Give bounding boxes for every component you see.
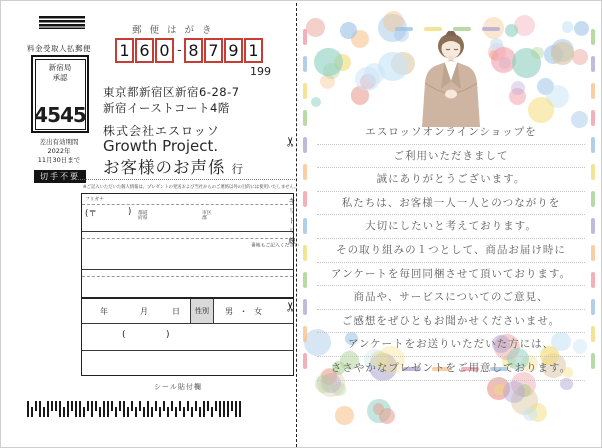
colored-dash: [591, 353, 595, 369]
barcode-bar: [219, 401, 221, 417]
barcode-bar: [223, 401, 225, 417]
watercolor-blob: [378, 52, 407, 81]
thank-you-panel: [299, 1, 602, 448]
barcode-bar: [55, 401, 57, 411]
colored-dash: [591, 110, 595, 126]
postcard-type-label: 郵便はがき: [132, 25, 220, 36]
barcode-bar: [99, 407, 101, 417]
recipient-honorific: 行: [231, 162, 244, 176]
address-write-line: [82, 238, 293, 239]
validity-year: 2022年: [47, 147, 71, 155]
colored-dash: [591, 83, 595, 99]
barcode-bar: [43, 407, 45, 417]
message-line: ご感想をぜひともお聞かせくださいませ。: [317, 310, 585, 334]
year-label: 年: [100, 307, 108, 316]
barcode-bar: [171, 401, 173, 411]
colored-dash: [482, 27, 500, 31]
barcode-bar: [91, 401, 93, 417]
name-write-line: [82, 276, 293, 277]
watercolor-blob: [531, 47, 544, 60]
project-name: Growth Project.: [103, 137, 219, 155]
barcode-bar: [119, 401, 121, 411]
day-label: 日: [172, 307, 180, 316]
zip-open: (〒: [85, 209, 97, 219]
barcode-bar: [199, 407, 201, 417]
watercolor-blob: [562, 21, 573, 32]
recipient-name: お客様のお声係: [103, 158, 226, 177]
cut-line-label: キリトリ線: [288, 197, 296, 247]
scissors-icon: ✂: [283, 301, 299, 312]
prefecture-hint: 都道 府県: [138, 210, 148, 221]
colored-dash: [303, 164, 307, 180]
phone-paren-close: ): [166, 330, 170, 340]
barcode-bar: [183, 407, 185, 417]
gender-options: 男 ・ 女: [225, 307, 265, 316]
barcode-bar: [51, 401, 53, 411]
colored-dash: [303, 245, 307, 261]
barcode-bar: [159, 407, 161, 417]
message-line: ささやかなプレゼントをご用意しております。: [317, 357, 585, 381]
barcode-bar: [27, 401, 29, 417]
colored-dash: [303, 83, 307, 99]
colored-dash: [591, 245, 595, 261]
message-line: アンケートをお送りいただいた方には、: [317, 333, 585, 357]
thank-you-message: [317, 121, 585, 381]
watercolor-blob: [574, 21, 589, 36]
watercolor-blob: [505, 24, 518, 37]
message-line: エスロッソオンラインショップを: [317, 121, 585, 145]
barcode-bar: [179, 401, 181, 411]
barcode-bar: [207, 401, 209, 411]
privacy-note: ※ご記入いただいた個人情報は、プレゼントの発送および当社からのご連絡以外の目的には使用いたしません。: [83, 184, 299, 190]
colored-dash: [591, 272, 595, 288]
colored-dash: [424, 27, 442, 31]
watercolor-blob: [311, 97, 321, 107]
barcode-bar: [187, 401, 189, 411]
watercolor-blob: [373, 403, 385, 415]
postal-code-digit-box: 6: [135, 38, 154, 63]
postal-code-digit-box: 1: [115, 38, 134, 63]
form-row-address-detail: [82, 231, 299, 269]
barcode-bar: [143, 407, 145, 417]
form-row-phone: [82, 323, 293, 350]
postal-code-digit-box: 0: [155, 38, 174, 63]
message-line: ご利用いただきまして: [317, 145, 585, 169]
barcode-bar: [67, 401, 69, 417]
postal-customer-barcode: [27, 401, 259, 417]
postal-code-digit-box: 8: [184, 38, 203, 63]
barcode-bar: [231, 401, 233, 411]
watercolor-blob: [355, 67, 379, 91]
colored-dash: [591, 56, 595, 72]
bowing-woman-illustration: [411, 31, 491, 127]
colored-dash: [303, 191, 307, 207]
approval-office: 新宿局: [48, 63, 72, 72]
barcode-bar: [59, 401, 61, 417]
furigana-write-line: [82, 204, 293, 205]
city-hint: 市区 郡: [202, 210, 212, 221]
barcode-bar: [95, 401, 97, 411]
barcode-bar: [163, 401, 165, 411]
barcode-bar: [63, 407, 65, 417]
postal-code-boxes: [115, 37, 264, 63]
watercolor-blob: [306, 18, 325, 37]
barcode-bar: [135, 407, 137, 417]
message-line: 商品や、サービスについてのご意見、: [317, 286, 585, 310]
postal-code-digit-box: 1: [244, 38, 263, 63]
colored-dash: [591, 191, 595, 207]
company-name: 株式会社エスロッソ: [103, 124, 220, 138]
watercolor-blob: [572, 49, 588, 65]
no-stamp-required-badge: 切手不要: [34, 170, 86, 183]
colored-dash: [591, 218, 595, 234]
barcode-bar: [107, 401, 109, 417]
colored-dash: [591, 29, 595, 45]
barcode-bar: [47, 401, 49, 417]
barcode-bar: [155, 401, 157, 411]
colored-dash: [303, 110, 307, 126]
barcode-bar: [167, 407, 169, 417]
colored-dash: [591, 326, 595, 342]
phone-paren-open: (: [122, 330, 126, 340]
colored-dash: [453, 27, 471, 31]
barcode-bar: [123, 401, 125, 417]
colored-dash: [591, 299, 595, 315]
watercolor-blob: [523, 407, 537, 421]
barcode-bar: [235, 401, 237, 417]
barcode-bar: [87, 401, 89, 411]
scissors-icon: ✂: [283, 136, 299, 147]
colored-dash: [303, 353, 307, 369]
colored-dash: [303, 56, 307, 72]
barcode-bar: [139, 401, 141, 411]
colored-dash: [303, 137, 307, 153]
form-row-birthdate-gender: [82, 297, 293, 323]
colored-dash: [303, 272, 307, 288]
approval-number: 4545: [34, 103, 86, 127]
form-row-address-top: [82, 194, 293, 231]
postal-approval-box: [31, 55, 89, 133]
barcode-bar: [191, 407, 193, 417]
barcode-bar: [151, 407, 153, 417]
message-line: その取り組みの１つとして、商品お届け時に: [317, 239, 585, 263]
barcode-bar: [211, 407, 213, 417]
colored-dash: [303, 218, 307, 234]
colored-dash: [303, 326, 307, 342]
dotted-rule: [75, 179, 295, 180]
barcode-bar: [79, 401, 81, 417]
message-line: アンケートを毎回同梱させて頂いております。: [317, 263, 585, 287]
colored-dash: [303, 29, 307, 45]
barcode-bar: [83, 407, 85, 417]
address-line-2: 新宿イーストコート4階: [103, 101, 230, 115]
barcode-bar: [131, 401, 133, 411]
watercolor-blob: [335, 406, 354, 425]
validity-period-label: 差出有効期間: [39, 138, 79, 146]
barcode-bar: [31, 407, 33, 417]
street-number-hint: 番地もご記入ください: [250, 242, 299, 249]
barcode-bar: [39, 401, 41, 417]
stamp-bars-decoration: [39, 16, 85, 29]
watercolor-blob: [340, 22, 357, 39]
barcode-bar: [227, 401, 229, 417]
approval-word: 承認: [52, 73, 68, 82]
month-label: 月: [140, 307, 148, 316]
form-row-email: [82, 350, 293, 374]
seal-area-label: シール貼付欄: [154, 383, 202, 391]
postal-code-digit-box: 7: [204, 38, 223, 63]
barcode-bar: [71, 401, 73, 411]
message-line: 誠にありがとうございます。: [317, 168, 585, 192]
address-line-1: 東京都新宿区新宿6-28-7: [103, 85, 240, 99]
gender-label-cell: 性別: [190, 299, 214, 323]
postage-paid-label: 料金受取人払郵便: [27, 44, 91, 53]
message-line: 大切にしたいと考えております。: [317, 215, 585, 239]
colored-dash: [591, 137, 595, 153]
barcode-bar: [215, 401, 217, 411]
postal-code-suffix: 199: [250, 65, 271, 78]
validity-date: 11月30日まで: [37, 156, 81, 164]
survey-form-table: [81, 193, 299, 376]
zip-close: ): [128, 207, 132, 217]
barcode-bar: [103, 401, 105, 417]
barcode-bar: [175, 407, 177, 417]
form-row-name: [82, 269, 293, 297]
postal-code-hyphen: -: [177, 42, 182, 58]
colored-dash: [303, 299, 307, 315]
recipient-line: [103, 154, 244, 178]
watercolor-blob: [314, 48, 342, 76]
barcode-bar: [203, 401, 205, 417]
barcode-bar: [75, 401, 77, 417]
furigana-label: フリガナ: [85, 196, 104, 203]
barcode-bar: [239, 401, 241, 417]
barcode-bar: [147, 401, 149, 417]
colored-dash: [395, 27, 413, 31]
barcode-bar: [115, 407, 117, 417]
barcode-bar: [111, 401, 113, 411]
barcode-bar: [35, 401, 37, 411]
barcode-bar: [195, 401, 197, 411]
postal-code-digit-box: 9: [224, 38, 243, 63]
colored-dash: [591, 164, 595, 180]
watercolor-blob: [528, 97, 554, 123]
message-line: 私たちは、お客様一人一人とのつながりを: [317, 192, 585, 216]
watercolor-blob: [511, 81, 525, 95]
barcode-bar: [127, 407, 129, 417]
watercolor-blob: [551, 42, 574, 65]
